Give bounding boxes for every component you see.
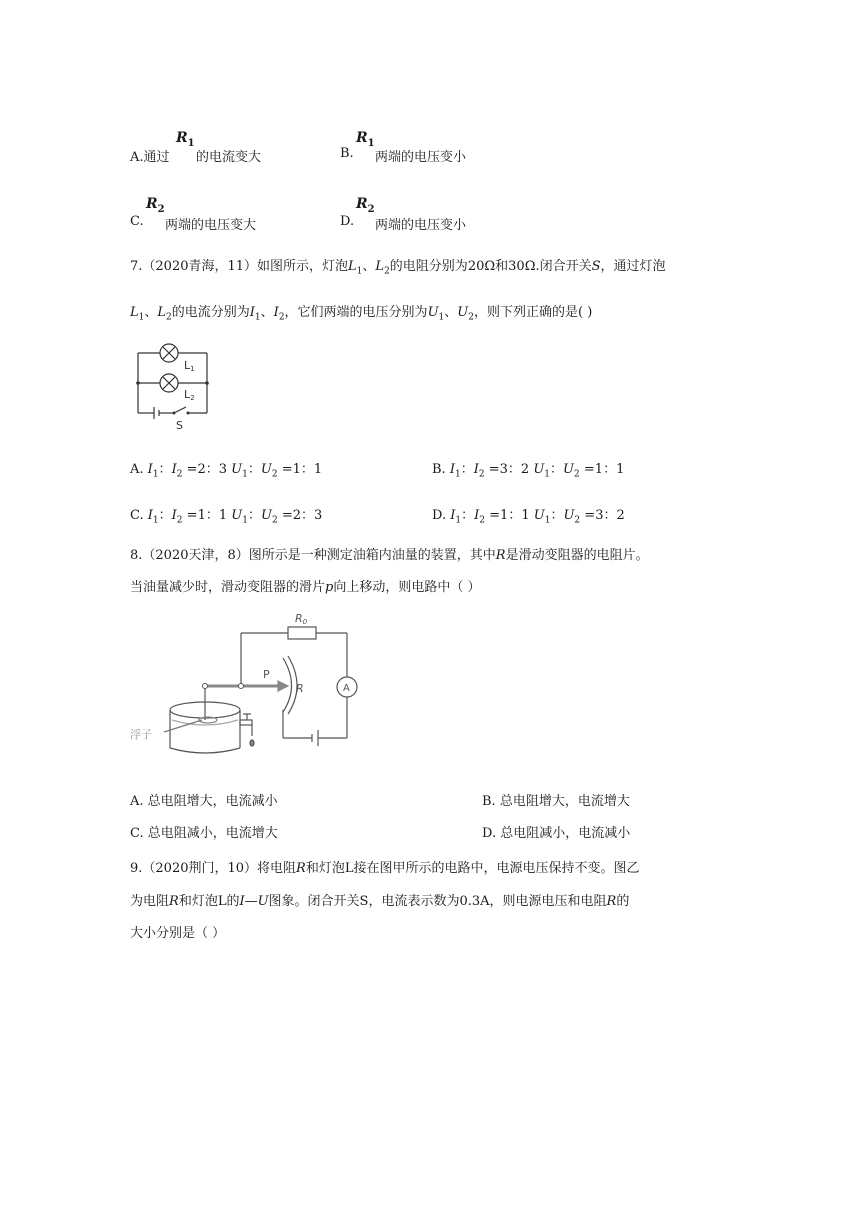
svg-text:R: R bbox=[296, 682, 304, 695]
q8-option-d[interactable]: D. 总电阻减小，电流减小 bbox=[482, 826, 631, 841]
option-b-text: 两端的电压变小 bbox=[375, 150, 467, 165]
q8-stem-line1: 8.（2020天津，8）图所示是一种测定油箱内油量的装置，其中R是滑动变阻器的电阻片。 bbox=[130, 548, 649, 563]
svg-text:A: A bbox=[343, 683, 350, 694]
svg-text:S: S bbox=[176, 419, 183, 432]
svg-text:L2: L2 bbox=[184, 388, 195, 402]
r2-symbol: $R_2$ bbox=[146, 196, 165, 215]
q7-circuit-diagram bbox=[130, 338, 220, 433]
option-d-text: 两端的电压变小 bbox=[375, 218, 467, 233]
svg-text:浮子: 浮子 bbox=[130, 728, 152, 741]
r2-symbol: $R_2$ bbox=[356, 196, 375, 215]
q8-stem-line2: 当油量减少时，滑动变阻器的滑片p向上移动，则电路中（ ） bbox=[130, 580, 481, 595]
svg-text:P: P bbox=[263, 668, 270, 681]
option-c-text: 两端的电压变大 bbox=[165, 218, 257, 233]
q8-option-a[interactable]: A. 总电阻增大，电流减小 bbox=[130, 794, 278, 809]
q7-option-d[interactable]: D. $I_1$：$I_2 =1$：1 $U_1$：$U_2 =3$：2 bbox=[432, 508, 625, 526]
option-b-prefix: B. bbox=[340, 146, 354, 161]
r1-symbol: $R_1$ bbox=[176, 130, 195, 149]
r1-symbol: $R_1$ bbox=[356, 130, 375, 149]
option-c-prefix: C. bbox=[130, 214, 144, 229]
svg-text:R0: R0 bbox=[295, 612, 308, 626]
q8-option-b[interactable]: B. 总电阻增大，电流增大 bbox=[482, 794, 630, 809]
q8-oil-tank-diagram bbox=[128, 608, 363, 760]
q7-stem-line2: $L_1$、$L_2$的电流分别为$I_1$、$I_2$，它们两端的电压分别为$U_1$、$U_2$，则下列正确的是( ) bbox=[130, 305, 593, 323]
option-a-prefix: A.通过 bbox=[130, 150, 170, 165]
option-a-text: 的电流变大 bbox=[196, 150, 262, 165]
q9-stem-line1: 9.（2020荆门，10）将电阻R和灯泡L接在图甲所示的电路中，电源电压保持不变。图乙 bbox=[130, 861, 640, 876]
svg-text:L1: L1 bbox=[184, 359, 195, 373]
q9-stem-line2: 为电阻R和灯泡L的I—U图象。闭合开关S，电流表示数为0.3A，则电源电压和电阻R的 bbox=[130, 894, 630, 909]
r0-resistor-icon bbox=[288, 627, 316, 639]
q8-option-c[interactable]: C. 总电阻减小，电流增大 bbox=[130, 826, 278, 841]
option-d-prefix: D. bbox=[340, 214, 355, 229]
q7-stem-line1: 7.（2020青海，11）如图所示，灯泡$L_1$、$L_2$的电阻分别为20Ω和30Ω.闭合开关S，通过灯泡 bbox=[130, 259, 666, 277]
q7-option-b[interactable]: B. $I_1$：$I_2 =3$：2 $U_1$：$U_2 =1$：1 bbox=[432, 462, 625, 480]
switch-icon bbox=[174, 407, 186, 413]
q7-option-a[interactable]: A. $I_1$：$I_2 =2$：3 $U_1$：$U_2 =1$：1 bbox=[130, 462, 323, 480]
q7-option-c[interactable]: C. $I_1$：$I_2 =1$：1 $U_1$：$U_2 =2$：3 bbox=[130, 508, 323, 526]
q9-stem-line3: 大小分别是（ ） bbox=[130, 926, 226, 941]
